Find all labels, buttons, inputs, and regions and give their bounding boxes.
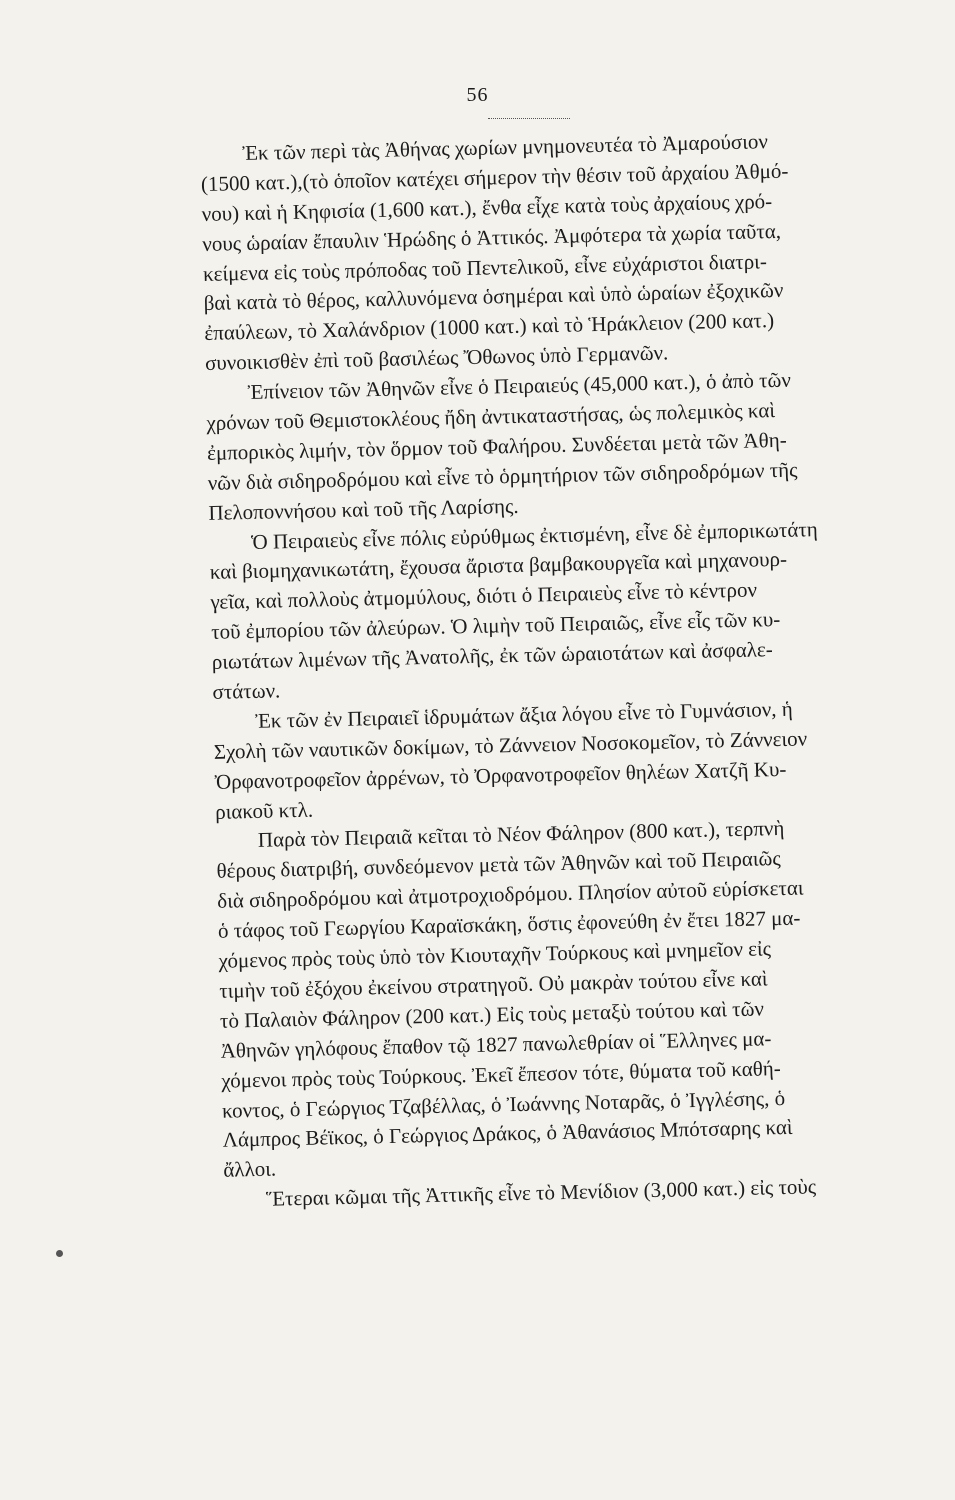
- text-line: χρόνων τοῦ Θεμιστοκλέους ἤδη ἀντικαταστήσας, ὡς πολεμικὸς καὶ: [206, 398, 776, 435]
- text-line: ἐπαύλεων, τὸ Χαλάνδριον (1000 κατ.) καὶ τὸ Ἡράκλειον (200 κατ.): [204, 308, 775, 346]
- text-line: κοντος, ὁ Γεώργιος Τζαβέλλας, ὁ Ἰωάννης Νοταρᾶς, ὁ Ἰγγλέσης, ὁ: [221, 1085, 786, 1123]
- text-line: Σχολὴ τῶν ναυτικῶν δοκίμων, τὸ Ζάννειον Νοσοκομεῖον, τὸ Ζάννειον: [213, 726, 808, 764]
- margin-mark: [56, 1250, 63, 1257]
- text-line: ριακοῦ κτλ.: [214, 797, 314, 824]
- text-line: διὰ σιδηροδρόμου καὶ ἀτμοτροχιοδρόμου. Πλησίον αὐτοῦ εὑρίσκεται: [216, 875, 804, 914]
- text-line: Ἐκ τῶν ἐν Πειραιεῖ ἱδρυμάτων ἄξια λόγου εἶνε τὸ Γυμνάσιον, ἡ: [254, 696, 793, 733]
- text-line: ὁ τάφος τοῦ Γεωργίου Καραϊσκάκη, ὅστις ἐφονεύθη ἐν ἔτει 1827 μα-: [217, 905, 801, 943]
- text-line: Ἕτεραι κῶμαι τῆς Ἀττικῆς εἶνε τὸ Μενίδιον (3,000 κατ.) εἰς τοὺς: [265, 1174, 817, 1211]
- text-line: ἐμπορικὸς λιμήν, τὸν ὅρμον τοῦ Φαλήρου. Συνδέεται μετὰ τῶν Ἀθη-: [206, 427, 787, 465]
- text-line: τιμὴν τοῦ ἐξόχου ἐκείνου στρατηγοῦ. Οὐ μακρὰν τούτου εἶνε καὶ: [219, 966, 768, 1003]
- text-line: Ὁ Πειραιεὺς εἶνε πόλις εὐρύθμως ἐκτισμένη, εἶνε δὲ ἐμπορικωτάτη: [250, 516, 818, 554]
- page-number: 56: [466, 84, 489, 106]
- text-line: καὶ βιομηχανικωτάτη, ἔχουσα ἄριστα βαμβακουργεῖα καὶ μηχανουρ-: [209, 547, 788, 585]
- text-line: χόμενοι πρὸς τοὺς Τούρκους. Ἐκεῖ ἔπεσον τότε, θύματα τοῦ καθή-: [221, 1055, 782, 1093]
- text-line: Πελοποννήσου καὶ τοῦ τῆς Λαρίσης.: [208, 493, 519, 525]
- text-line: κείμενα εἰς τοὺς πρόποδας τοῦ Πεντελικοῦ, εἶνε εὐχάριστοι διατρι-: [202, 248, 768, 286]
- text-line: θέρους διατριβή, συνδεόμενον μετὰ τῶν Ἀθηνῶν καὶ τοῦ Πειραιῶς: [216, 846, 781, 884]
- text-line: συνοικισθὲν ἐπὶ τοῦ βασιλέως Ὄθωνος ὑπὸ Γερμανῶν.: [204, 340, 669, 376]
- text-line: Ὀρφανοτροφεῖον ἀρρένων, τὸ Ὀρφανοτροφεῖον θηλέων Χατζῆ Κυ-: [214, 756, 787, 794]
- text-line: Ἐκ τῶν περὶ τὰς Ἀθήνας χωρίων μνημονευτέα τὸ Ἀμαρούσιον: [242, 129, 769, 166]
- text-line: Παρὰ τὸν Πειραιᾶ κεῖται τὸ Νέον Φάληρον (800 κατ.), τερπνὴ: [257, 816, 785, 853]
- text-line: βαὶ κατὰ τὸ θέρος, καλλυνόμενα ὁσημέραι καὶ ὑπὸ ὡραίων ἐξοχικῶν: [203, 278, 784, 316]
- text-line: Λάμπρος Βέϊκος, ὁ Γεώργιος Δράκος, ὁ Ἀθανάσιος Μπότσαρης καὶ: [222, 1115, 793, 1153]
- text-line: (1500 κατ.),(τὸ ὁποῖον κατέχει σήμερον τὴν θέσιν τοῦ ἀρχαίου Ἀθμό-: [200, 158, 789, 196]
- text-line: νου) καὶ ἡ Κηφισία (1,600 κατ.), ἔνθα εἶχε κατὰ τοὺς ἀρχαίους χρό-: [201, 188, 773, 226]
- text-line: τοῦ ἐμπορίου τῶν ἀλεύρων. Ὁ λιμὴν τοῦ Πειραιῶς, εἶνε εἷς τῶν κυ-: [210, 607, 781, 645]
- page-number-rule: [488, 118, 570, 119]
- text-line: γεῖα, καὶ πολλοὺς ἀτμομύλους, διότι ὁ Πειραιεὺς εἶνε τὸ κέντρον: [210, 577, 758, 615]
- text-line: Ἐπίνειον τῶν Ἀθηνῶν εἶνε ὁ Πειραιεύς (45,000 κατ.), ὁ ἀπὸ τῶν: [247, 367, 792, 405]
- text-line: χόμενος πρὸς τοὺς ὑπὸ τὸν Κιουταχῆν Τούρκους καὶ μνημεῖον εἰς: [218, 936, 772, 973]
- text-line: ριωτάτων λιμένων τῆς Ἀνατολῆς, ἐκ τῶν ὡραιοτάτων καὶ ἀσφαλε-: [211, 637, 773, 675]
- text-line: στάτων.: [212, 678, 281, 704]
- text-line: τὸ Παλαιὸν Φάληρον (200 κατ.) Εἰς τοὺς μεταξὺ τούτου καὶ τῶν: [219, 996, 765, 1033]
- body-text: [200, 123, 955, 1215]
- text-line: νῶν διὰ σιδηροδρόμου καὶ εἶνε τὸ ὁρμητήριον τῶν σιδηροδρόμων τῆς: [207, 457, 798, 495]
- text-line: νους ὡραίαν ἔπαυλιν Ἡρώδης ὁ Ἀττικός. Ἀμφότερα τὰ χωρία ταῦτα,: [202, 218, 782, 256]
- text-line: Ἀθηνῶν γηλόφους ἔπαθον τῷ 1827 πανωλεθρίαν οἱ Ἕλληνες μα-: [220, 1025, 772, 1063]
- text-line: ἄλλοι.: [223, 1156, 277, 1183]
